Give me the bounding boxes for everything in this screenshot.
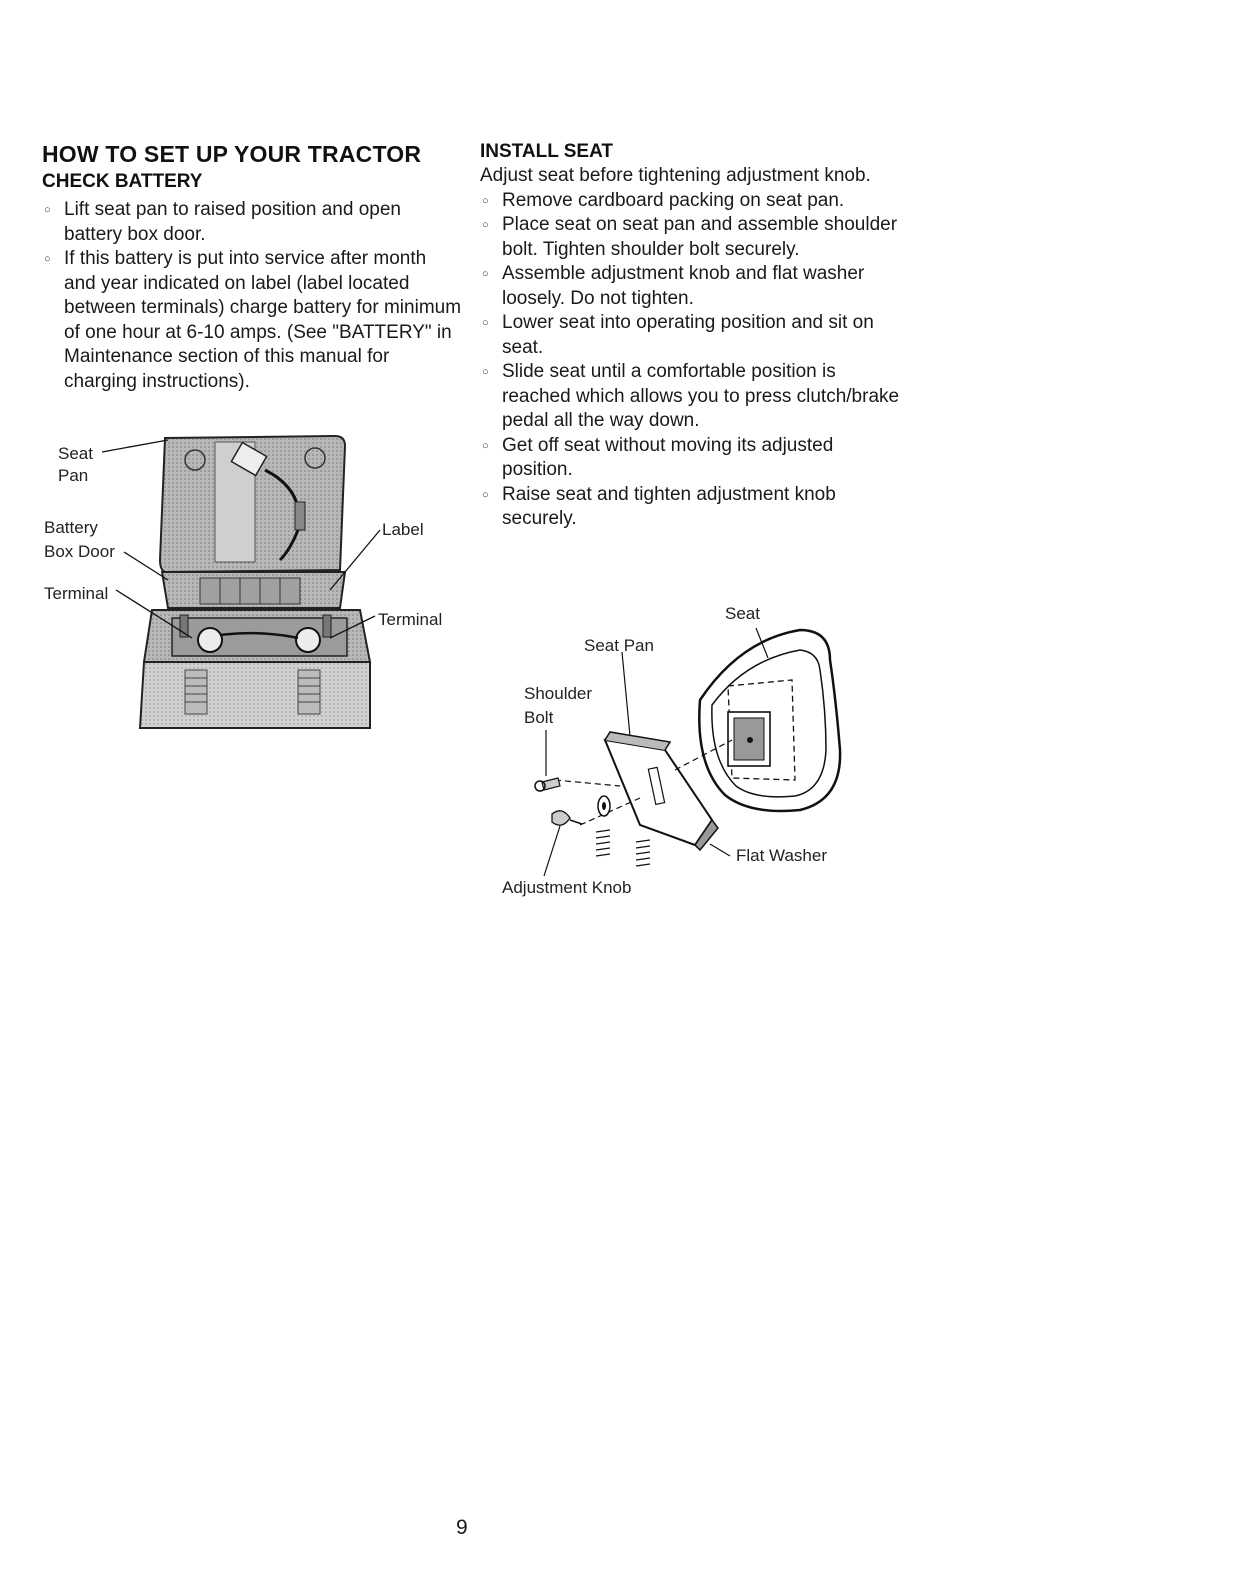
list-item-text: Remove cardboard packing on seat pan. bbox=[502, 189, 845, 211]
install-seat-intro: Adjust seat before tightening adjustment knob. bbox=[480, 165, 871, 186]
bullet-icon: ○ bbox=[44, 204, 51, 216]
adjustment-knob-label: Adjustment Knob bbox=[502, 878, 632, 897]
battery-box-door-label-line2: Box Door bbox=[44, 542, 115, 561]
list-item bbox=[480, 311, 900, 360]
battery-figure bbox=[40, 430, 460, 740]
list-item-text: Raise seat and tighten adjustment knob securely. bbox=[502, 483, 836, 529]
list-item bbox=[480, 360, 900, 434]
battery-label-label: Label bbox=[382, 520, 424, 539]
page-number: 9 bbox=[456, 1516, 468, 1539]
list-item bbox=[42, 247, 462, 394]
bullet-icon: ○ bbox=[482, 488, 489, 501]
right-column bbox=[480, 140, 900, 532]
bullet-icon: ○ bbox=[482, 268, 489, 280]
list-item bbox=[480, 213, 900, 262]
install-seat-list bbox=[480, 189, 900, 532]
list-item-text: If this battery is put into service after month and year indicated on label (label located between terminals) charge battery for minimum of one hour at 6-10 amps. (See "BATTERY" in Maintenance section of this manual for charging instructions). bbox=[64, 248, 462, 392]
shoulder-bolt-label-line1: Shoulder bbox=[524, 684, 593, 703]
list-item bbox=[42, 198, 462, 247]
seat-pan-label-line2: Pan bbox=[58, 466, 89, 485]
battery-box-door-label-line1: Battery bbox=[44, 518, 98, 537]
check-battery-list bbox=[42, 198, 462, 394]
list-item-text: Place seat on seat pan and assemble shoulder bolt. Tighten shoulder bolt securely. bbox=[502, 214, 898, 260]
terminal-right-label: Terminal bbox=[378, 610, 443, 629]
terminal-left-label: Terminal bbox=[44, 584, 109, 603]
install-seat-heading: INSTALL SEAT bbox=[480, 141, 613, 162]
seat-illustration bbox=[500, 600, 900, 900]
list-item-text: Get off seat without moving its adjusted position. bbox=[502, 434, 834, 480]
bullet-icon: ○ bbox=[482, 219, 489, 231]
seat-pan-label: Seat Pan bbox=[584, 636, 654, 655]
bullet-icon: ○ bbox=[482, 194, 489, 207]
bullet-icon: ○ bbox=[482, 439, 489, 452]
seat-pan-label-line1: Seat bbox=[58, 444, 93, 463]
seat-figure bbox=[500, 600, 900, 900]
shoulder-bolt-label-line2: Bolt bbox=[524, 708, 554, 727]
bullet-icon: ○ bbox=[482, 317, 489, 329]
seat-label: Seat bbox=[725, 604, 760, 623]
list-item-text: Lift seat pan to raised position and open battery box door. bbox=[64, 199, 401, 245]
page-title: HOW TO SET UP YOUR TRACTOR bbox=[42, 141, 422, 167]
list-item-text: Assemble adjustment knob and flat washer loosely. Do not tighten. bbox=[502, 263, 865, 309]
list-item-text: Lower seat into operating position and sit on seat. bbox=[502, 312, 874, 358]
list-item bbox=[480, 189, 900, 214]
list-item bbox=[480, 483, 900, 532]
bullet-icon: ○ bbox=[44, 253, 51, 265]
bullet-icon: ○ bbox=[482, 366, 489, 378]
flat-washer-label: Flat Washer bbox=[736, 846, 828, 865]
list-item bbox=[480, 434, 900, 483]
left-column bbox=[42, 140, 462, 394]
list-item-text: Slide seat until a comfortable position is reached which allows you to press clutch/brake pedal all the way down. bbox=[502, 361, 900, 431]
check-battery-heading: CHECK BATTERY bbox=[42, 171, 203, 192]
list-item bbox=[480, 262, 900, 311]
